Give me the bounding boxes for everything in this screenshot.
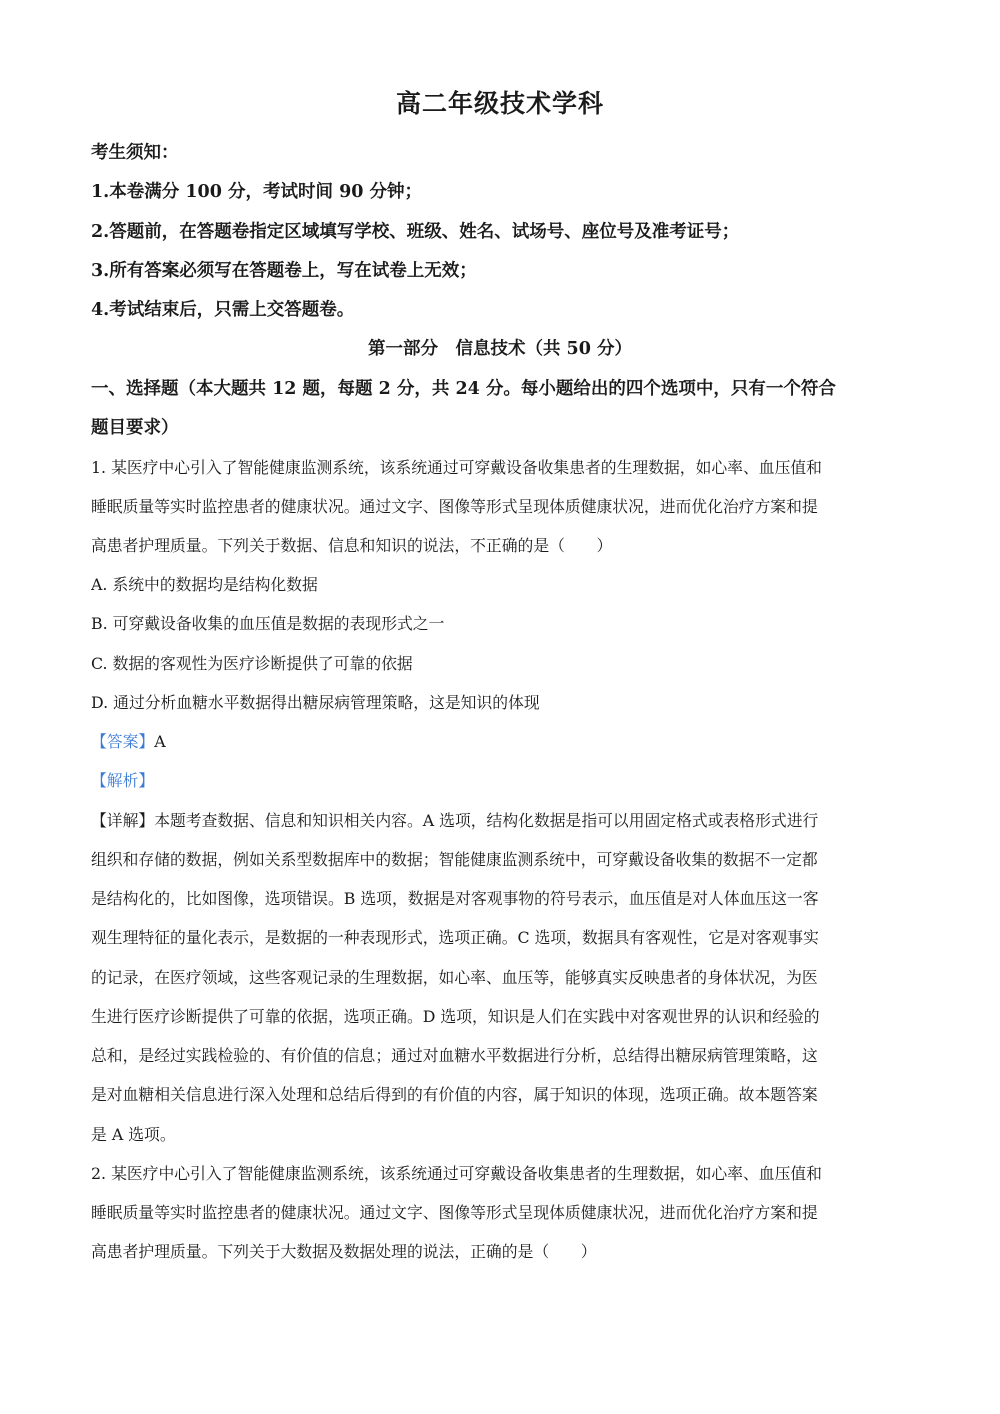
question-1-detail: 的记录，在医疗领域，这些客观记录的生理数据，如心率、血压等，能够真实反映患者的身体状况，为医 — [91, 968, 818, 987]
question-1-option-c: C. 数据的客观性为医疗诊断提供了可靠的依据 — [91, 654, 413, 673]
section-heading: 题目要求） — [91, 418, 179, 438]
question-1-option-b: B. 可穿戴设备收集的血压值是数据的表现形式之一 — [91, 614, 445, 633]
notice-item: 3.所有答案必须写在答题卷上，写在试卷上无效； — [91, 261, 477, 281]
question-1-stem: 睡眠质量等实时监控患者的健康状况。通过文字、图像等形式呈现体质健康状况，进而优化治疗方案和提 — [91, 497, 818, 516]
answer-tag: 【答案】 — [91, 732, 155, 751]
analysis-tag: 【解析】 — [91, 771, 155, 790]
question-1-detail: 生进行医疗诊断提供了可靠的依据，选项正确。D 选项，知识是人们在实践中对客观世界的认识和经验的 — [91, 1007, 820, 1026]
notice-heading: 考生须知： — [91, 143, 179, 163]
question-1-option-d: D. 通过分析血糖水平数据得出糖尿病管理策略，这是知识的体现 — [91, 693, 540, 712]
question-1-option-a: A. 系统中的数据均是结构化数据 — [91, 575, 318, 594]
question-1-detail: 是结构化的，比如图像，选项错误。B 选项，数据是对客观事物的符号表示，血压值是对人体血压这一客 — [91, 889, 819, 908]
question-1-detail: 【详解】本题考查数据、信息和知识相关内容。A 选项，结构化数据是指可以用固定格式或表格形式进行 — [91, 811, 819, 830]
notice-item: 2.答题前，在答题卷指定区域填写学校、班级、姓名、试场号、座位号及准考证号； — [91, 222, 740, 242]
question-1-answer — [91, 729, 921, 752]
notice-item: 4.考试结束后，只需上交答题卷。 — [91, 300, 355, 320]
question-1-detail: 组织和存储的数据，例如关系型数据库中的数据；智能健康监测系统中，可穿戴设备收集的数据不一定都 — [91, 850, 818, 869]
question-2-stem: 2. 某医疗中心引入了智能健康监测系统，该系统通过可穿戴设备收集患者的生理数据，如心率、血压值和 — [91, 1164, 822, 1183]
question-1-detail: 观生理特征的量化表示，是数据的一种表现形式，选项正确。C 选项，数据具有客观性，它是对客观事实 — [91, 928, 819, 947]
question-1-detail: 总和，是经过实践检验的、有价值的信息；通过对血糖水平数据进行分析，总结得出糖尿病管理策略，这 — [91, 1046, 818, 1065]
part-heading: 第一部分 信息技术（共 50 分） — [367, 339, 633, 359]
question-1-stem: 高患者护理质量。下列关于数据、信息和知识的说法，不正确的是（ ） — [91, 536, 613, 555]
question-2-stem: 睡眠质量等实时监控患者的健康状况。通过文字、图像等形式呈现体质健康状况，进而优化治疗方案和提 — [91, 1203, 818, 1222]
question-1-detail: 是 A 选项。 — [91, 1125, 176, 1144]
question-1-stem: 1. 某医疗中心引入了智能健康监测系统，该系统通过可穿戴设备收集患者的生理数据，如心率、血压值和 — [91, 458, 822, 477]
page-title: 高二年级技术学科 — [395, 89, 604, 118]
question-2-stem: 高患者护理质量。下列关于大数据及数据处理的说法，正确的是（ ） — [91, 1242, 597, 1261]
section-heading: 一、选择题（本大题共 12 题，每题 2 分，共 24 分。每小题给出的四个选项中，只有一个符合 — [91, 379, 836, 399]
question-1-detail: 是对血糖相关信息进行深入处理和总结后得到的有价值的内容，属于知识的体现，选项正确。故本题答案 — [91, 1085, 818, 1104]
answer-value: A — [154, 732, 166, 751]
notice-item: 1.本卷满分 100 分，考试时间 90 分钟； — [91, 182, 423, 202]
